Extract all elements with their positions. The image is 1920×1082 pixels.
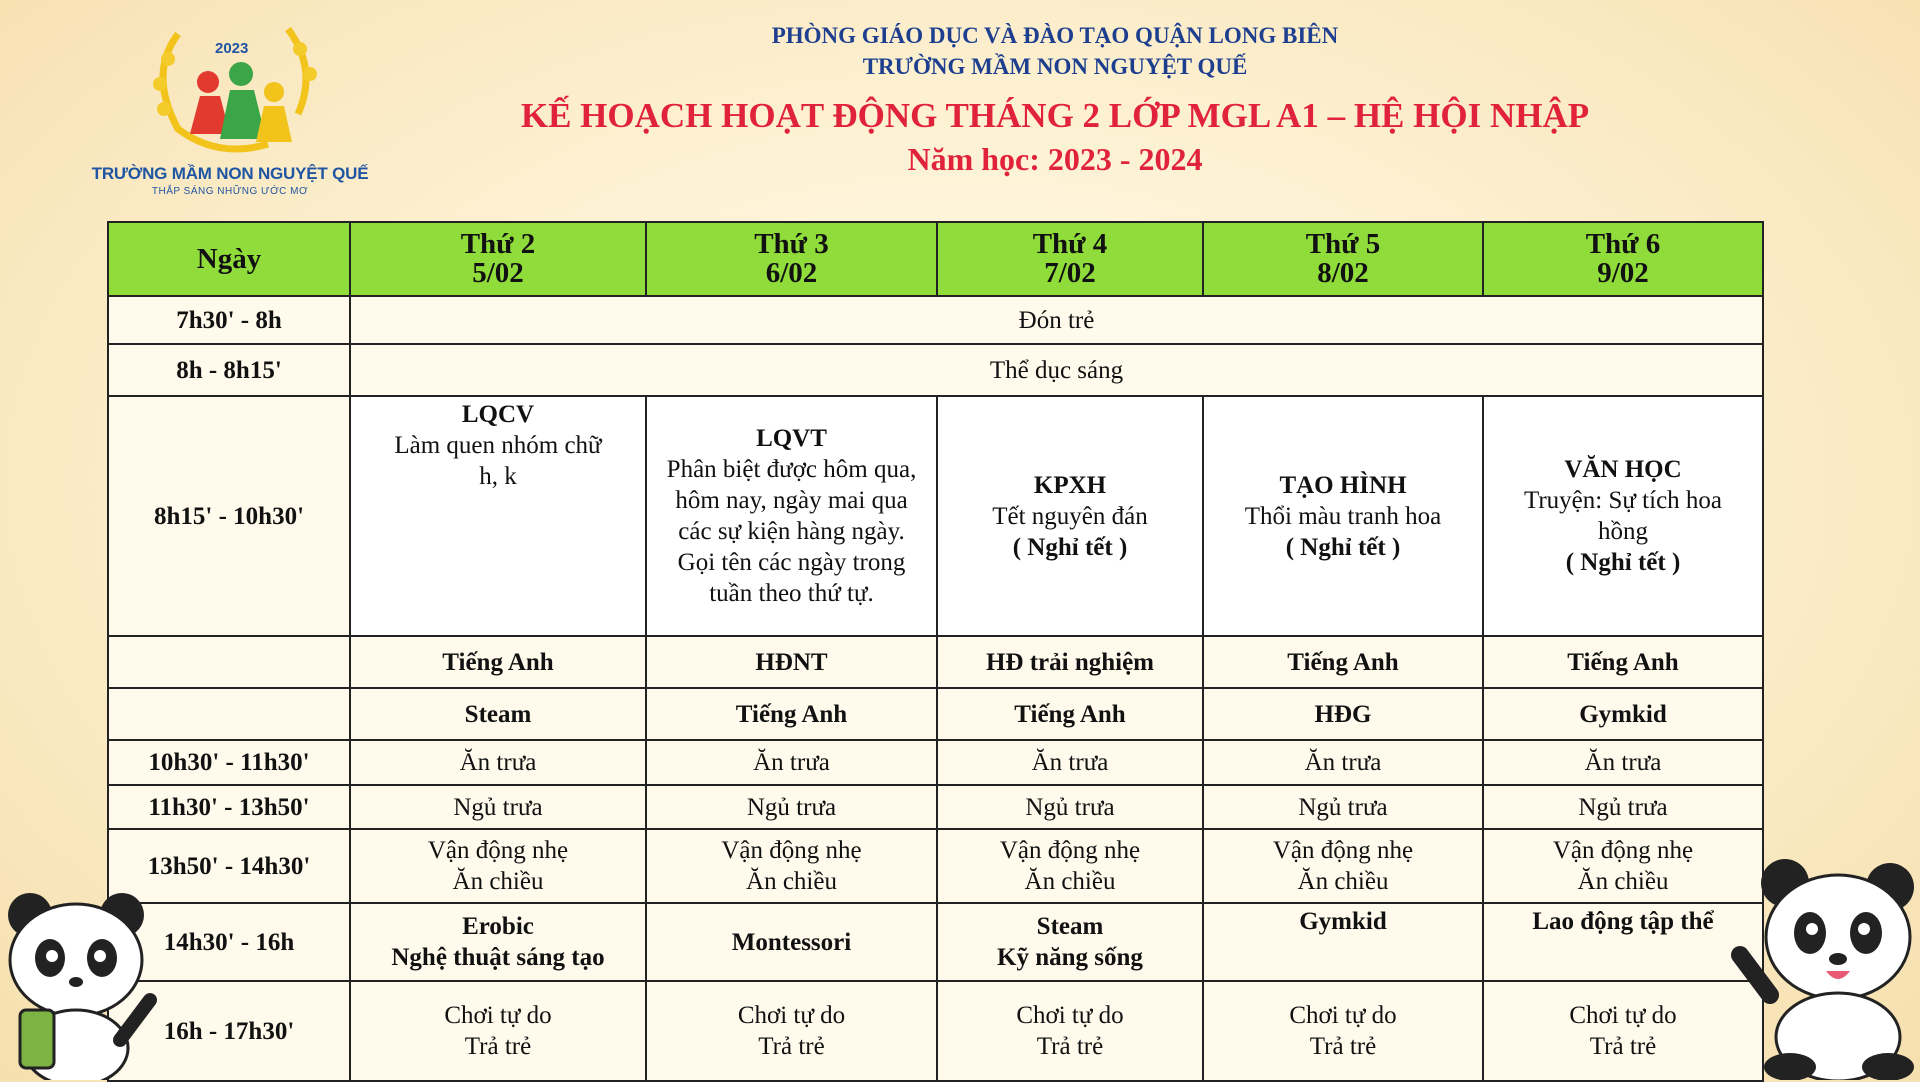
activity-cell: Vận động nhẹ Ăn chiều — [1203, 829, 1483, 903]
activity-cell: Ăn trưa — [1483, 740, 1763, 785]
table-row — [108, 740, 1763, 785]
activity-cell: Chơi tự do Trả trẻ — [1483, 981, 1763, 1081]
table-row — [108, 396, 1763, 636]
schedule-table — [107, 221, 1764, 1082]
day-header: Thứ 3 6/02 — [646, 222, 937, 296]
activity-cell: Thể dục sáng — [350, 344, 1763, 396]
activity-cell: Erobic Nghệ thuật sáng tạo — [350, 903, 646, 981]
activity-cell: Steam — [350, 688, 646, 740]
table-row — [108, 829, 1763, 903]
activity-cell: Vận động nhẹ Ăn chiều — [646, 829, 937, 903]
activity-cell: Ăn trưa — [1203, 740, 1483, 785]
activity-cell: Chơi tự do Trả trẻ — [937, 981, 1203, 1081]
activity-cell: Tiếng Anh — [1483, 636, 1763, 688]
activity-cell: Chơi tự do Trả trẻ — [1203, 981, 1483, 1081]
logo-year: 2023 — [215, 40, 249, 57]
activity-cell: KPXH Tết nguyên đán ( Nghỉ tết ) — [937, 396, 1203, 636]
day-header: Thứ 6 9/02 — [1483, 222, 1763, 296]
activity-cell: VĂN HỌC Truyện: Sự tích hoa hồng ( Nghỉ tết ) — [1483, 396, 1763, 636]
time-cell: 16h - 17h30' — [108, 981, 350, 1081]
logo-school-name: TRƯỜNG MẦM NON NGUYỆT QUẾ — [91, 164, 369, 183]
table-row — [108, 344, 1763, 396]
day-header: Thứ 2 5/02 — [350, 222, 646, 296]
logo-slogan: THẮP SÁNG NHỮNG ƯỚC MƠ — [151, 186, 309, 197]
department-name: PHÒNG GIÁO DỤC VÀ ĐÀO TẠO QUẬN LONG BIÊN — [771, 23, 1339, 48]
school-year: Năm học: 2023 - 2024 — [907, 141, 1203, 177]
activity-cell: Ăn trưa — [937, 740, 1203, 785]
time-cell: 8h - 8h15' — [108, 344, 350, 396]
activity-cell: HĐG — [1203, 688, 1483, 740]
activity-cell: Chơi tự do Trả trẻ — [646, 981, 937, 1081]
activity-cell: Ngủ trưa — [646, 785, 937, 829]
activity-cell: Gymkid — [1483, 688, 1763, 740]
activity-cell: Đón trẻ — [350, 296, 1763, 344]
activity-cell: Tiếng Anh — [1203, 636, 1483, 688]
activity-cell: Montessori — [646, 903, 937, 981]
activity-cell: Gymkid — [1203, 903, 1483, 981]
day-header: Thứ 4 7/02 — [937, 222, 1203, 296]
table-row — [108, 785, 1763, 829]
school-logo — [90, 14, 370, 204]
activity-cell: Vận động nhẹ Ăn chiều — [350, 829, 646, 903]
activity-cell: Ngủ trưa — [1483, 785, 1763, 829]
table-row — [108, 296, 1763, 344]
table-row — [108, 903, 1763, 981]
panda-left-icon — [0, 890, 175, 1080]
table-row — [108, 636, 1763, 688]
activity-cell: Vận động nhẹ Ăn chiều — [937, 829, 1203, 903]
activity-cell: LQCV Làm quen nhóm chữ h, k — [350, 396, 646, 636]
day-header: Thứ 5 8/02 — [1203, 222, 1483, 296]
activity-cell: Tiếng Anh — [937, 688, 1203, 740]
time-cell: 8h15' - 10h30' — [108, 396, 350, 636]
activity-cell: Ngủ trưa — [1203, 785, 1483, 829]
time-cell: 11h30' - 13h50' — [108, 785, 350, 829]
activity-cell: Vận động nhẹ Ăn chiều — [1483, 829, 1763, 903]
activity-cell: Steam Kỹ năng sống — [937, 903, 1203, 981]
table-row — [108, 688, 1763, 740]
activity-cell: Ngủ trưa — [350, 785, 646, 829]
activity-cell: HĐNT — [646, 636, 937, 688]
activity-cell: HĐ trải nghiệm — [937, 636, 1203, 688]
activity-cell: Ngủ trưa — [937, 785, 1203, 829]
day-label-header: Ngày — [108, 222, 350, 296]
activity-cell: Chơi tự do Trả trẻ — [350, 981, 646, 1081]
header-row — [108, 222, 1763, 296]
plan-title: KẾ HOẠCH HOẠT ĐỘNG THÁNG 2 LỚP MGL A1 – HỆ HỘI NHẬP — [520, 96, 1590, 135]
school-name: TRƯỜNG MẦM NON NGUYỆT QUẾ — [862, 54, 1248, 79]
page-header — [450, 20, 1660, 180]
activity-cell: Ăn trưa — [646, 740, 937, 785]
table-row — [108, 981, 1763, 1081]
activity-cell: LQVT Phân biệt được hôm qua, hôm nay, ngày mai qua các sự kiện hàng ngày. Gọi tên các ngày trong tuần theo thứ tự. — [646, 396, 937, 636]
time-cell: 13h50' - 14h30' — [108, 829, 350, 903]
laurel-logo-icon — [138, 14, 328, 162]
activity-cell: Tiếng Anh — [350, 636, 646, 688]
panda-right-icon — [1730, 855, 1920, 1080]
time-cell: 7h30' - 8h — [108, 296, 350, 344]
time-cell: 14h30' - 16h — [108, 903, 350, 981]
time-cell: 10h30' - 11h30' — [108, 740, 350, 785]
time-cell — [108, 636, 350, 688]
activity-cell: Lao động tập thể — [1483, 903, 1763, 981]
time-cell — [108, 688, 350, 740]
activity-cell: Ăn trưa — [350, 740, 646, 785]
activity-cell: TẠO HÌNH Thổi màu tranh hoa ( Nghỉ tết ) — [1203, 396, 1483, 636]
activity-cell: Tiếng Anh — [646, 688, 937, 740]
